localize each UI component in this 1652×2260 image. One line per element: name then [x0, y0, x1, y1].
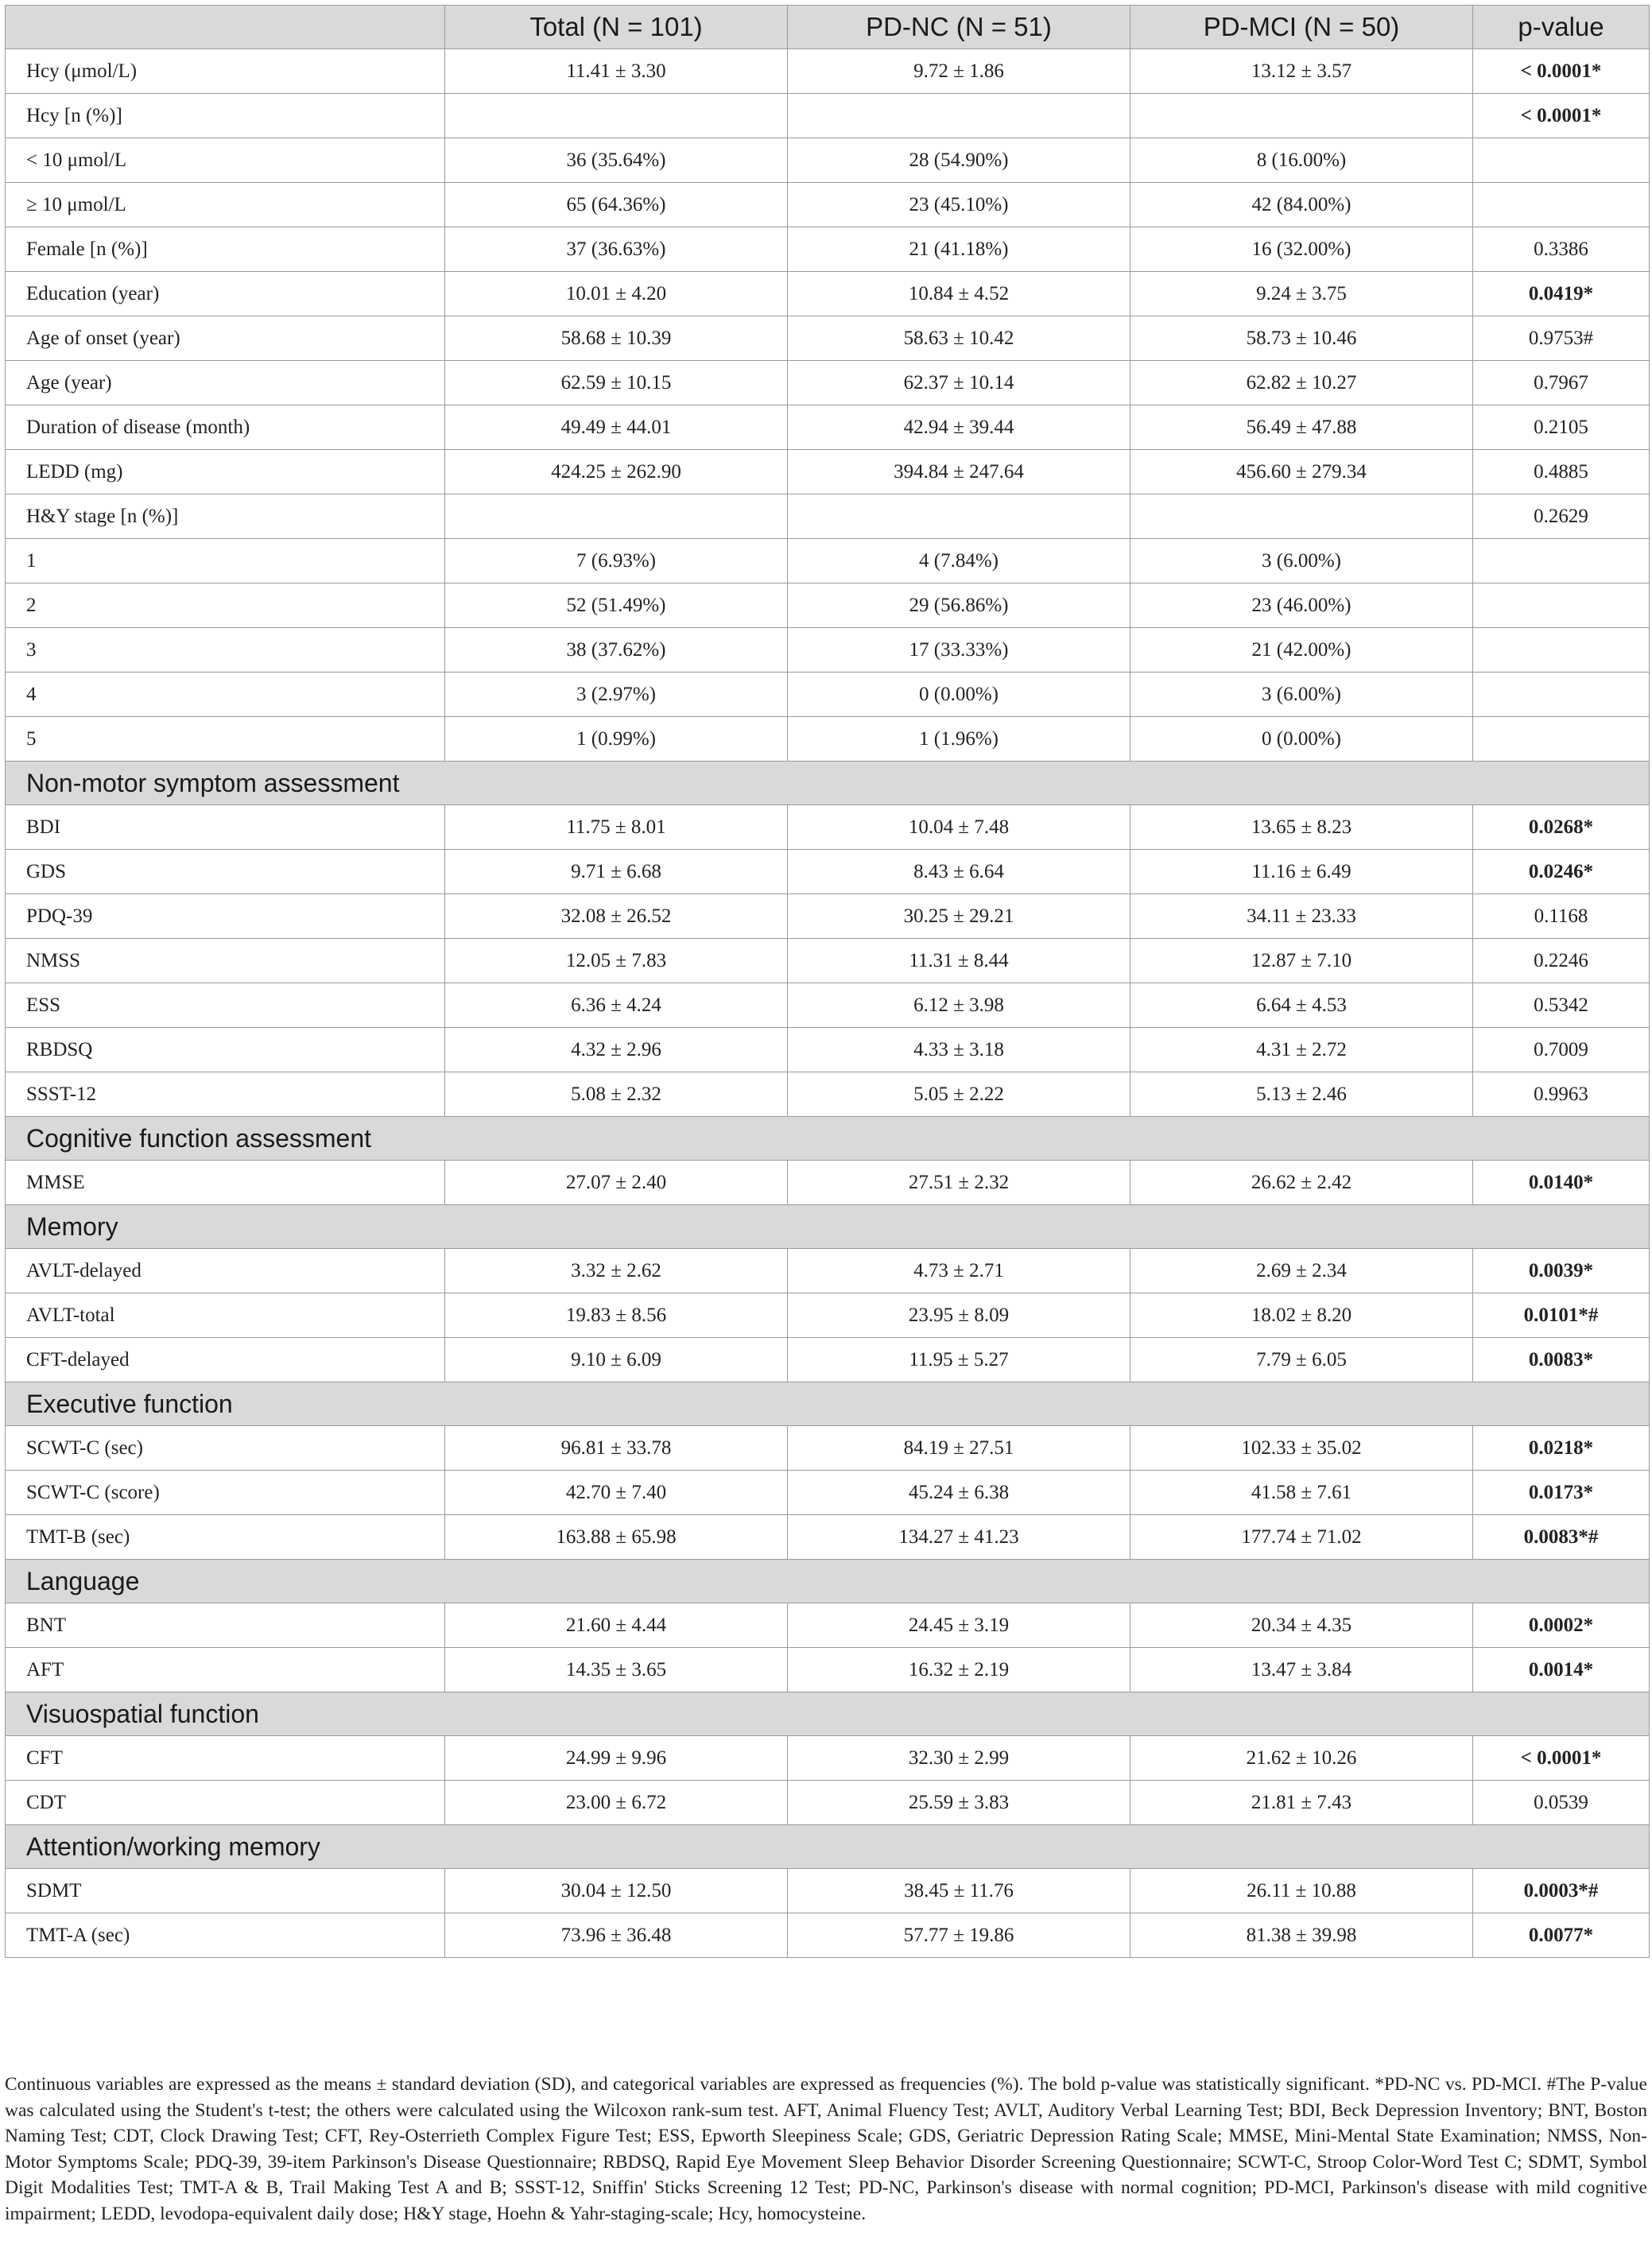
section-header-row	[6, 1825, 1650, 1869]
total-cell: 58.68 ± 10.39	[445, 316, 788, 361]
p-value-cell: 0.7009	[1473, 1028, 1650, 1072]
total-cell: 38 (37.62%)	[445, 628, 788, 673]
p-value-cell	[1473, 717, 1650, 762]
section-title: Language	[6, 1560, 1650, 1603]
pd-mci-cell: 56.49 ± 47.88	[1130, 405, 1473, 450]
row-label: H&Y stage [n (%)]	[6, 494, 445, 539]
row-label: ≥ 10 μmol/L	[6, 183, 445, 227]
pd-mci-cell: 21.62 ± 10.26	[1130, 1736, 1473, 1781]
pd-mci-cell: 16 (32.00%)	[1130, 227, 1473, 272]
table-row	[6, 405, 1650, 450]
total-cell: 27.07 ± 2.40	[445, 1161, 788, 1205]
section-header-row	[6, 762, 1650, 805]
row-label: AFT	[6, 1648, 445, 1692]
table-row	[6, 494, 1650, 539]
table-row	[6, 1028, 1650, 1072]
table-row	[6, 894, 1650, 939]
pd-nc-cell: 0 (0.00%)	[788, 673, 1130, 717]
p-value-cell	[1473, 138, 1650, 183]
data-table	[5, 5, 1650, 1958]
p-value-cell: 0.1168	[1473, 894, 1650, 939]
table-row	[6, 850, 1650, 894]
row-label: SCWT-C (score)	[6, 1471, 445, 1515]
pd-mci-cell: 6.64 ± 4.53	[1130, 983, 1473, 1028]
header-variable	[6, 6, 445, 49]
total-cell: 163.88 ± 65.98	[445, 1515, 788, 1560]
total-cell: 4.32 ± 2.96	[445, 1028, 788, 1072]
pd-mci-cell: 21.81 ± 7.43	[1130, 1781, 1473, 1825]
table-row	[6, 583, 1650, 628]
pd-nc-cell: 17 (33.33%)	[788, 628, 1130, 673]
pd-mci-cell: 456.60 ± 279.34	[1130, 450, 1473, 494]
row-label: < 10 μmol/L	[6, 138, 445, 183]
table-row	[6, 361, 1650, 405]
p-value-cell: 0.0014*	[1473, 1648, 1650, 1692]
row-label: SCWT-C (sec)	[6, 1426, 445, 1471]
total-cell: 36 (35.64%)	[445, 138, 788, 183]
pd-mci-cell	[1130, 94, 1473, 138]
p-value-cell: 0.0140*	[1473, 1161, 1650, 1205]
row-label: PDQ-39	[6, 894, 445, 939]
table-row	[6, 272, 1650, 316]
p-value-cell: 0.0003*#	[1473, 1869, 1650, 1913]
total-cell: 11.75 ± 8.01	[445, 805, 788, 850]
pd-nc-cell: 6.12 ± 3.98	[788, 983, 1130, 1028]
pd-mci-cell: 12.87 ± 7.10	[1130, 939, 1473, 983]
total-cell: 10.01 ± 4.20	[445, 272, 788, 316]
table-body	[6, 49, 1650, 1958]
p-value-cell	[1473, 583, 1650, 628]
pd-nc-cell	[788, 494, 1130, 539]
pd-mci-cell: 41.58 ± 7.61	[1130, 1471, 1473, 1515]
pd-nc-cell: 11.31 ± 8.44	[788, 939, 1130, 983]
p-value-cell: < 0.0001*	[1473, 94, 1650, 138]
p-value-cell: 0.0077*	[1473, 1913, 1650, 1958]
table-row	[6, 1869, 1650, 1913]
p-value-cell: 0.0083*#	[1473, 1515, 1650, 1560]
p-value-cell: 0.0101*#	[1473, 1293, 1650, 1338]
row-label: Age of onset (year)	[6, 316, 445, 361]
p-value-cell	[1473, 673, 1650, 717]
pd-mci-cell: 177.74 ± 71.02	[1130, 1515, 1473, 1560]
row-label: SDMT	[6, 1869, 445, 1913]
pd-mci-cell: 0 (0.00%)	[1130, 717, 1473, 762]
table-row	[6, 1736, 1650, 1781]
pd-mci-cell: 20.34 ± 4.35	[1130, 1603, 1473, 1648]
row-label: Education (year)	[6, 272, 445, 316]
p-value-cell: 0.0539	[1473, 1781, 1650, 1825]
p-value-cell: 0.2246	[1473, 939, 1650, 983]
row-label: TMT-A (sec)	[6, 1913, 445, 1958]
table-row	[6, 1072, 1650, 1117]
table-row	[6, 1515, 1650, 1560]
row-label: AVLT-delayed	[6, 1249, 445, 1293]
pd-nc-cell: 27.51 ± 2.32	[788, 1161, 1130, 1205]
pd-mci-cell: 3 (6.00%)	[1130, 539, 1473, 583]
p-value-cell: 0.0039*	[1473, 1249, 1650, 1293]
p-value-cell: < 0.0001*	[1473, 49, 1650, 94]
total-cell: 52 (51.49%)	[445, 583, 788, 628]
row-label: ESS	[6, 983, 445, 1028]
pd-nc-cell: 28 (54.90%)	[788, 138, 1130, 183]
pd-nc-cell: 9.72 ± 1.86	[788, 49, 1130, 94]
total-cell: 9.10 ± 6.09	[445, 1338, 788, 1382]
section-header-row	[6, 1382, 1650, 1426]
table-row	[6, 138, 1650, 183]
section-title: Executive function	[6, 1382, 1650, 1426]
total-cell: 96.81 ± 33.78	[445, 1426, 788, 1471]
pd-mci-cell: 42 (84.00%)	[1130, 183, 1473, 227]
row-label: 4	[6, 673, 445, 717]
pd-nc-cell: 16.32 ± 2.19	[788, 1648, 1130, 1692]
total-cell: 49.49 ± 44.01	[445, 405, 788, 450]
row-label: SSST-12	[6, 1072, 445, 1117]
header-p-value: p-value	[1473, 6, 1650, 49]
pd-nc-cell: 45.24 ± 6.38	[788, 1471, 1130, 1515]
pd-mci-cell: 5.13 ± 2.46	[1130, 1072, 1473, 1117]
section-header-row	[6, 1692, 1650, 1736]
pd-nc-cell: 8.43 ± 6.64	[788, 850, 1130, 894]
pd-mci-cell: 3 (6.00%)	[1130, 673, 1473, 717]
total-cell: 5.08 ± 2.32	[445, 1072, 788, 1117]
p-value-cell: 0.0002*	[1473, 1603, 1650, 1648]
row-label: AVLT-total	[6, 1293, 445, 1338]
table-row	[6, 183, 1650, 227]
table-row	[6, 539, 1650, 583]
total-cell: 9.71 ± 6.68	[445, 850, 788, 894]
pd-mci-cell: 34.11 ± 23.33	[1130, 894, 1473, 939]
total-cell: 30.04 ± 12.50	[445, 1869, 788, 1913]
row-label: TMT-B (sec)	[6, 1515, 445, 1560]
pd-mci-cell: 62.82 ± 10.27	[1130, 361, 1473, 405]
section-header-row	[6, 1560, 1650, 1603]
section-title: Visuospatial function	[6, 1692, 1650, 1736]
header-pd-mci: PD-MCI (N = 50)	[1130, 6, 1473, 49]
total-cell: 62.59 ± 10.15	[445, 361, 788, 405]
p-value-cell: 0.0419*	[1473, 272, 1650, 316]
pd-nc-cell: 11.95 ± 5.27	[788, 1338, 1130, 1382]
row-label: CFT-delayed	[6, 1338, 445, 1382]
pd-nc-cell: 134.27 ± 41.23	[788, 1515, 1130, 1560]
pd-nc-cell: 42.94 ± 39.44	[788, 405, 1130, 450]
total-cell: 24.99 ± 9.96	[445, 1736, 788, 1781]
pd-nc-cell: 38.45 ± 11.76	[788, 1869, 1130, 1913]
p-value-cell: 0.3386	[1473, 227, 1650, 272]
pd-mci-cell: 8 (16.00%)	[1130, 138, 1473, 183]
row-label: BDI	[6, 805, 445, 850]
row-label: Hcy (μmol/L)	[6, 49, 445, 94]
pd-mci-cell: 58.73 ± 10.46	[1130, 316, 1473, 361]
total-cell: 6.36 ± 4.24	[445, 983, 788, 1028]
pd-nc-cell: 5.05 ± 2.22	[788, 1072, 1130, 1117]
pd-mci-cell: 102.33 ± 35.02	[1130, 1426, 1473, 1471]
p-value-cell: 0.0083*	[1473, 1338, 1650, 1382]
pd-mci-cell: 26.11 ± 10.88	[1130, 1869, 1473, 1913]
table-row	[6, 1338, 1650, 1382]
pd-nc-cell: 4 (7.84%)	[788, 539, 1130, 583]
p-value-cell: 0.9963	[1473, 1072, 1650, 1117]
pd-nc-cell: 32.30 ± 2.99	[788, 1736, 1130, 1781]
row-label: Duration of disease (month)	[6, 405, 445, 450]
table-row	[6, 1648, 1650, 1692]
row-label: Hcy [n (%)]	[6, 94, 445, 138]
total-cell	[445, 94, 788, 138]
pd-mci-cell: 26.62 ± 2.42	[1130, 1161, 1473, 1205]
total-cell: 42.70 ± 7.40	[445, 1471, 788, 1515]
total-cell: 32.08 ± 26.52	[445, 894, 788, 939]
pd-mci-cell: 81.38 ± 39.98	[1130, 1913, 1473, 1958]
pd-nc-cell: 4.73 ± 2.71	[788, 1249, 1130, 1293]
table-footnote: Continuous variables are expressed as the means ± standard deviation (SD), and categorical variables are expressed as frequencies (%). The bold p-value was statistically significant. *PD-NC vs. PD-MCI. #The P-value was calculated using the Student's t-test; the others were calculated using the Wilcoxon rank-sum test. AFT, Animal Fluency Test; AVLT, Auditory Verbal Learning Test; BDI, Beck Depression Inventory; BNT, Boston Naming Test; CDT, Clock Drawing Test; CFT, Rey-Osterrieth Complex Figure Test; ESS, Epworth Sleepiness Scale; GDS, Geriatric Depression Rating Scale; MMSE, Mini-Mental State Examination; NMSS, Non-Motor Symptoms Scale; PDQ-39, 39-item Parkinson's Disease Questionnaire; RBDSQ, Rapid Eye Movement Sleep Behavior Disorder Screening Questionnaire; SCWT-C, Stroop Color-Word Test C; SDMT, Symbol Digit Modalities Test; TMT-A & B, Trail Making Test A and B; SSST-12, Sniffin' Sticks Screening 12 Test; PD-NC, Parkinson's disease with normal cognition; PD-MCI, Parkinson's disease with mild cognitive impairment; LEDD, levodopa-equivalent daily dose; H&Y stage, Hoehn & Yahr-staging-scale; Hcy, homocysteine.	[5, 2074, 1647, 2224]
section-title: Non-motor symptom assessment	[6, 762, 1650, 805]
pd-nc-cell: 10.84 ± 4.52	[788, 272, 1130, 316]
total-cell: 21.60 ± 4.44	[445, 1603, 788, 1648]
total-cell: 37 (36.63%)	[445, 227, 788, 272]
pd-nc-cell: 23 (45.10%)	[788, 183, 1130, 227]
pd-mci-cell: 7.79 ± 6.05	[1130, 1338, 1473, 1382]
p-value-cell: 0.0268*	[1473, 805, 1650, 850]
total-cell: 65 (64.36%)	[445, 183, 788, 227]
table-row	[6, 450, 1650, 494]
row-label: 3	[6, 628, 445, 673]
table-row	[6, 673, 1650, 717]
pd-nc-cell: 58.63 ± 10.42	[788, 316, 1130, 361]
total-cell: 3.32 ± 2.62	[445, 1249, 788, 1293]
section-title: Cognitive function assessment	[6, 1117, 1650, 1161]
header-pd-nc: PD-NC (N = 51)	[788, 6, 1130, 49]
total-cell: 1 (0.99%)	[445, 717, 788, 762]
row-label: 5	[6, 717, 445, 762]
pd-nc-cell: 21 (41.18%)	[788, 227, 1130, 272]
pd-mci-cell: 13.65 ± 8.23	[1130, 805, 1473, 850]
row-label: Female [n (%)]	[6, 227, 445, 272]
total-cell: 11.41 ± 3.30	[445, 49, 788, 94]
table-row	[6, 1471, 1650, 1515]
table-row	[6, 1603, 1650, 1648]
p-value-cell	[1473, 539, 1650, 583]
p-value-cell: 0.7967	[1473, 361, 1650, 405]
row-label: LEDD (mg)	[6, 450, 445, 494]
header-total: Total (N = 101)	[445, 6, 788, 49]
table-row	[6, 717, 1650, 762]
p-value-cell: 0.2629	[1473, 494, 1650, 539]
table-row	[6, 628, 1650, 673]
section-title: Memory	[6, 1205, 1650, 1249]
p-value-cell: 0.9753#	[1473, 316, 1650, 361]
table-row	[6, 983, 1650, 1028]
pd-mci-cell: 11.16 ± 6.49	[1130, 850, 1473, 894]
row-label: BNT	[6, 1603, 445, 1648]
table-row	[6, 1161, 1650, 1205]
pd-nc-cell: 62.37 ± 10.14	[788, 361, 1130, 405]
table-row	[6, 316, 1650, 361]
table-row	[6, 805, 1650, 850]
row-label: MMSE	[6, 1161, 445, 1205]
pd-mci-cell: 23 (46.00%)	[1130, 583, 1473, 628]
pd-nc-cell: 25.59 ± 3.83	[788, 1781, 1130, 1825]
pd-nc-cell: 394.84 ± 247.64	[788, 450, 1130, 494]
pd-nc-cell: 57.77 ± 19.86	[788, 1913, 1130, 1958]
row-label: CFT	[6, 1736, 445, 1781]
table-row	[6, 49, 1650, 94]
p-value-cell: 0.0246*	[1473, 850, 1650, 894]
section-header-row	[6, 1205, 1650, 1249]
pd-nc-cell: 24.45 ± 3.19	[788, 1603, 1130, 1648]
pd-nc-cell: 29 (56.86%)	[788, 583, 1130, 628]
row-label: 2	[6, 583, 445, 628]
section-title: Attention/working memory	[6, 1825, 1650, 1869]
pd-nc-cell: 10.04 ± 7.48	[788, 805, 1130, 850]
pd-mci-cell: 9.24 ± 3.75	[1130, 272, 1473, 316]
pd-mci-cell: 13.47 ± 3.84	[1130, 1648, 1473, 1692]
pd-nc-cell: 1 (1.96%)	[788, 717, 1130, 762]
pd-mci-cell: 18.02 ± 8.20	[1130, 1293, 1473, 1338]
total-cell: 73.96 ± 36.48	[445, 1913, 788, 1958]
p-value-cell: 0.4885	[1473, 450, 1650, 494]
row-label: NMSS	[6, 939, 445, 983]
table-header-row	[6, 6, 1650, 49]
pd-mci-cell: 4.31 ± 2.72	[1130, 1028, 1473, 1072]
p-value-cell: 0.2105	[1473, 405, 1650, 450]
table-row	[6, 1293, 1650, 1338]
section-header-row	[6, 1117, 1650, 1161]
table-row	[6, 1913, 1650, 1958]
pd-mci-cell: 13.12 ± 3.57	[1130, 49, 1473, 94]
table-row	[6, 1426, 1650, 1471]
table-row	[6, 1249, 1650, 1293]
total-cell: 23.00 ± 6.72	[445, 1781, 788, 1825]
row-label: RBDSQ	[6, 1028, 445, 1072]
total-cell: 19.83 ± 8.56	[445, 1293, 788, 1338]
pd-mci-cell	[1130, 494, 1473, 539]
table-row	[6, 939, 1650, 983]
row-label: 1	[6, 539, 445, 583]
pd-nc-cell	[788, 94, 1130, 138]
total-cell: 3 (2.97%)	[445, 673, 788, 717]
p-value-cell: 0.0173*	[1473, 1471, 1650, 1515]
pd-mci-cell: 21 (42.00%)	[1130, 628, 1473, 673]
pd-mci-cell: 2.69 ± 2.34	[1130, 1249, 1473, 1293]
pd-nc-cell: 30.25 ± 29.21	[788, 894, 1130, 939]
total-cell: 14.35 ± 3.65	[445, 1648, 788, 1692]
row-label: GDS	[6, 850, 445, 894]
p-value-cell	[1473, 183, 1650, 227]
pd-nc-cell: 4.33 ± 3.18	[788, 1028, 1130, 1072]
p-value-cell	[1473, 628, 1650, 673]
p-value-cell: 0.5342	[1473, 983, 1650, 1028]
p-value-cell: < 0.0001*	[1473, 1736, 1650, 1781]
table-row	[6, 94, 1650, 138]
row-label: Age (year)	[6, 361, 445, 405]
table-row	[6, 227, 1650, 272]
p-value-cell: 0.0218*	[1473, 1426, 1650, 1471]
total-cell: 12.05 ± 7.83	[445, 939, 788, 983]
pd-nc-cell: 84.19 ± 27.51	[788, 1426, 1130, 1471]
row-label: CDT	[6, 1781, 445, 1825]
total-cell	[445, 494, 788, 539]
total-cell: 424.25 ± 262.90	[445, 450, 788, 494]
total-cell: 7 (6.93%)	[445, 539, 788, 583]
table-row	[6, 1781, 1650, 1825]
pd-nc-cell: 23.95 ± 8.09	[788, 1293, 1130, 1338]
